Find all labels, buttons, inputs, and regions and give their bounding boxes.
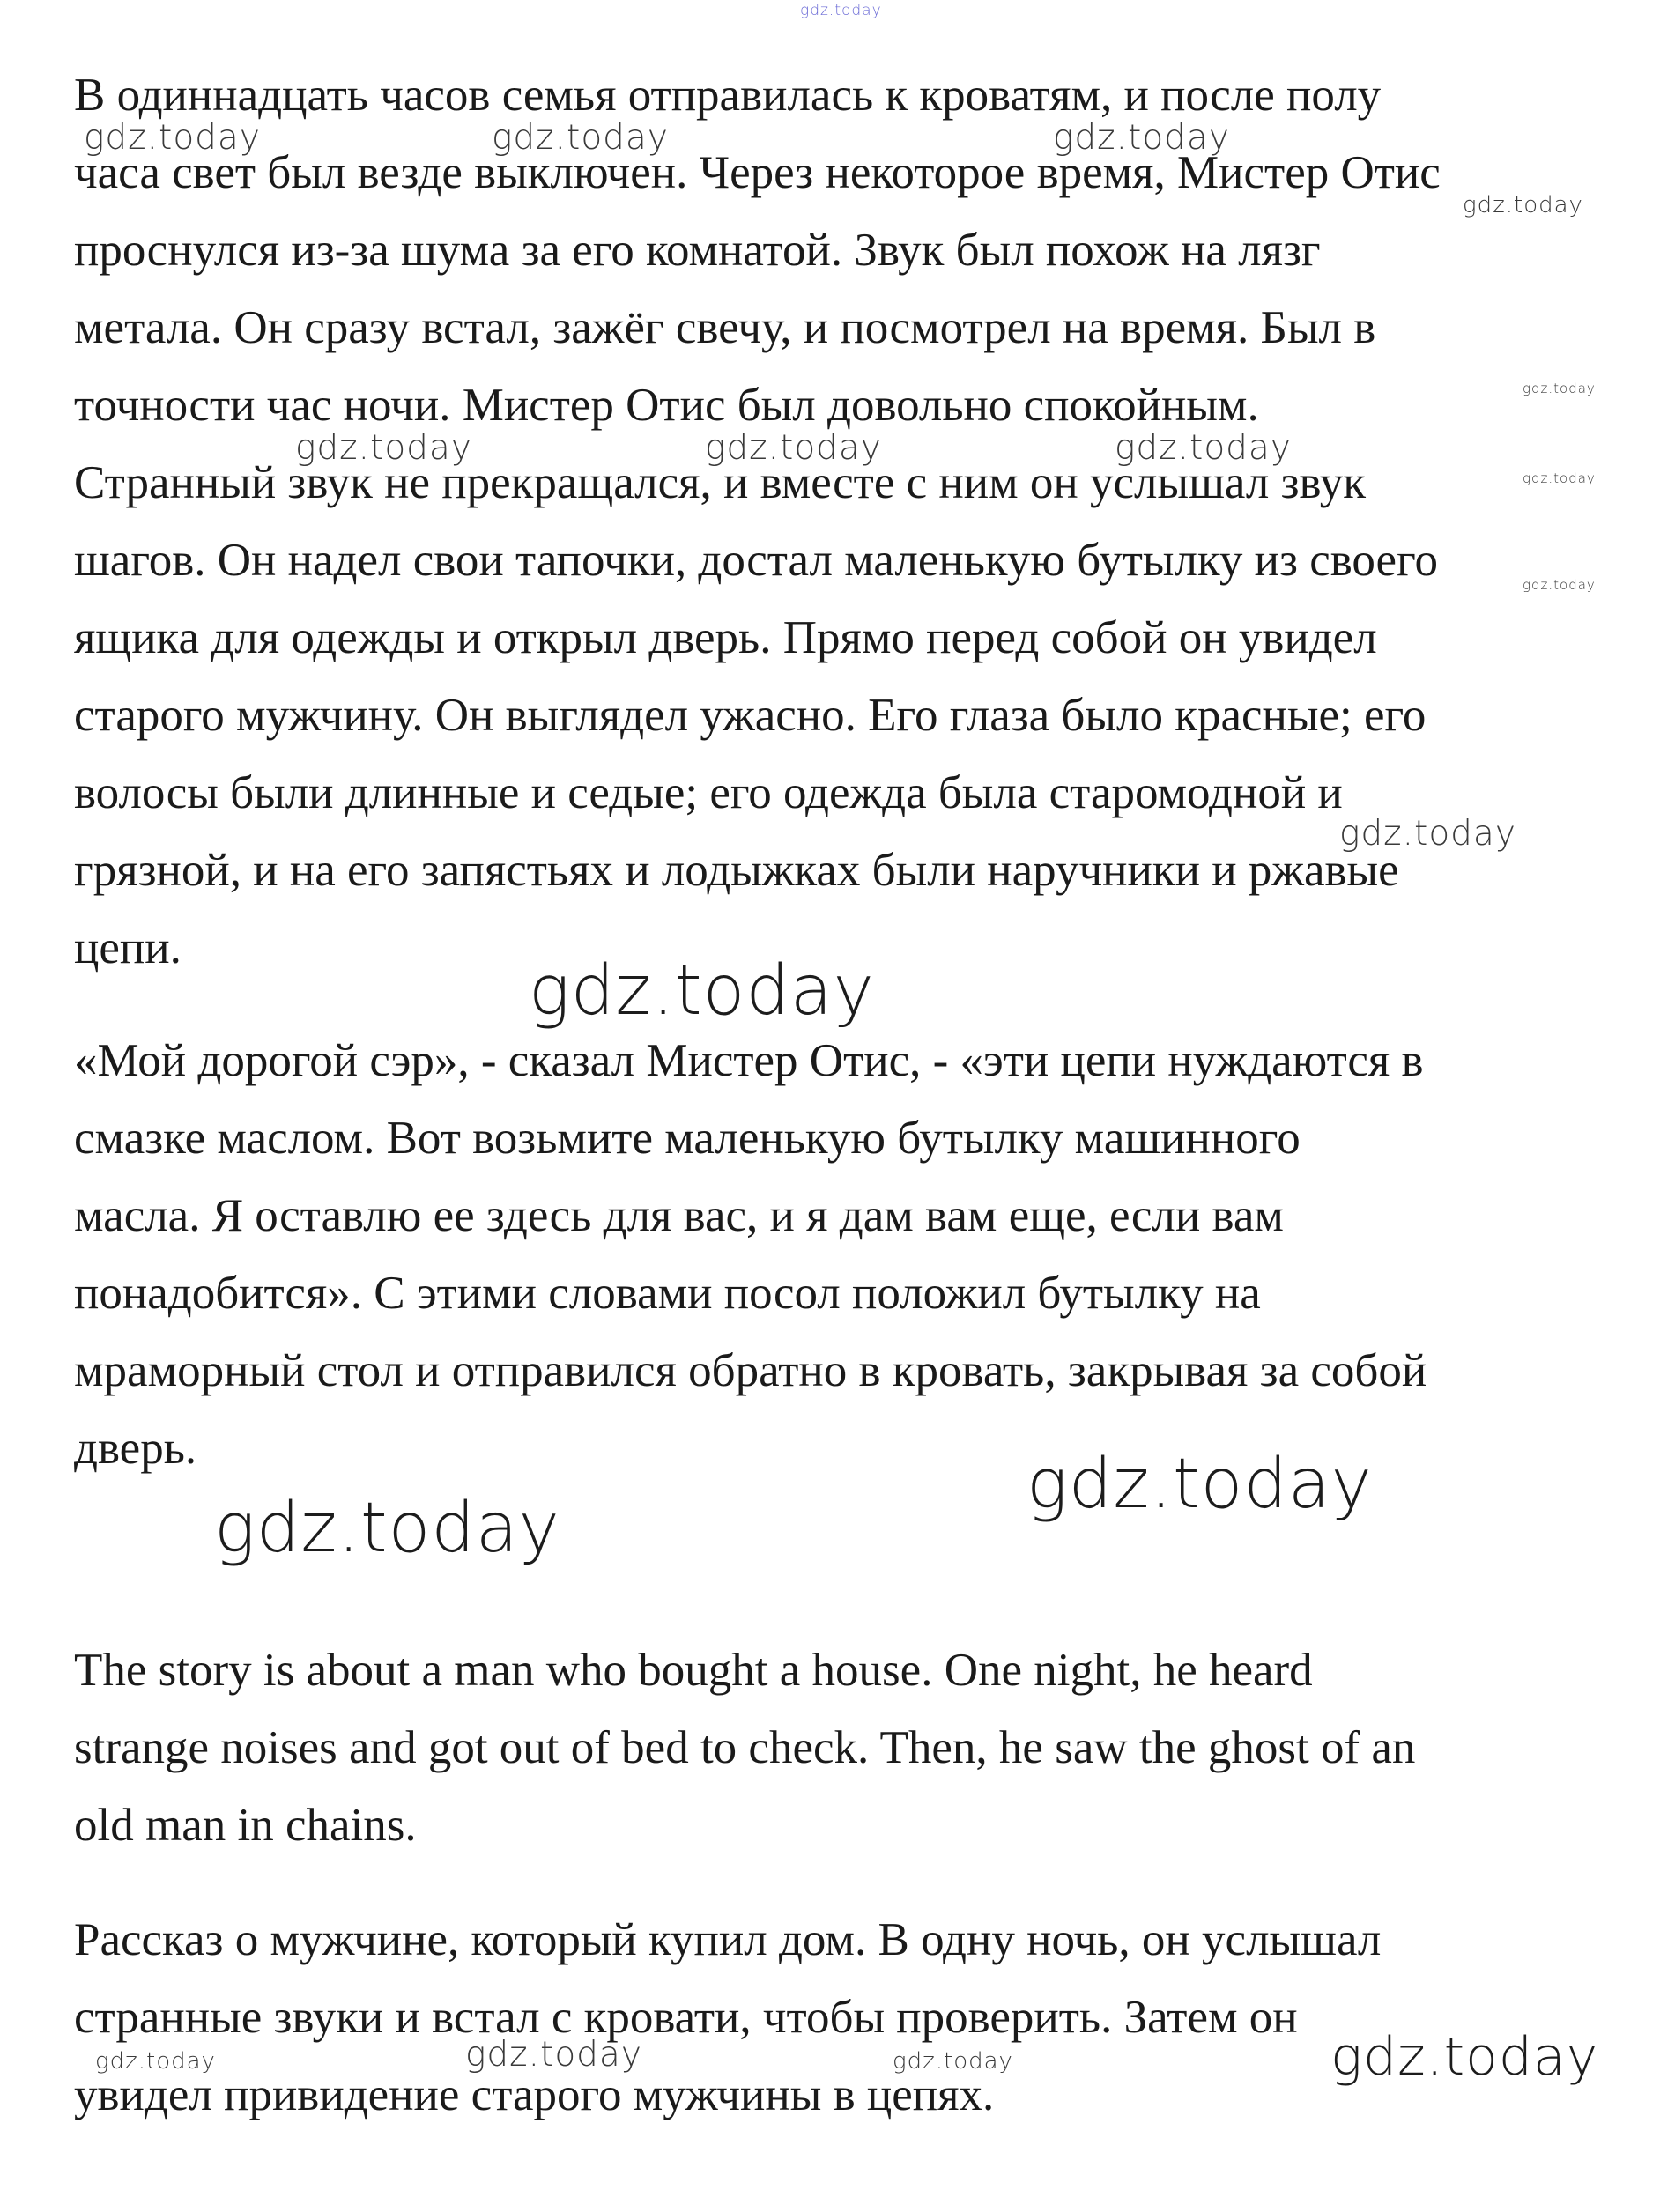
text-line: старого мужчину. Он выглядел ужасно. Его глаза было красные; его — [74, 690, 1427, 741]
text-line: В одиннадцать часов семья отправилась к кроватям, и после полу — [74, 70, 1382, 121]
text-line: смазке маслом. Вот возьмите маленькую бутылку машинного — [74, 1113, 1301, 1164]
watermark: gdz.today — [214, 1489, 560, 1568]
text-line: Рассказ о мужчине, который купил дом. В одну ночь, он услышал — [74, 1914, 1382, 1965]
text-line: цепи. — [74, 922, 182, 973]
text-line: Странный звук не прекращался, и вместе с ним он услышал звук — [74, 457, 1366, 508]
watermark: gdz.today — [1523, 577, 1596, 593]
text-line: ящика для одежды и открыл дверь. Прямо перед собой он увидел — [74, 612, 1377, 663]
watermark: gdz.today — [1053, 118, 1230, 158]
text-line: грязной, и на его запястьях и лодыжках были наручники и ржавые — [74, 845, 1399, 896]
text-line: масла. Я оставлю ее здесь для вас, и я дам вам еще, если вам — [74, 1190, 1284, 1241]
paragraph-dialogue — [74, 1022, 1607, 1487]
watermark: gdz.today — [1523, 381, 1596, 396]
paragraph-english-summary — [74, 1631, 1607, 1864]
watermark: gdz.today — [1463, 192, 1583, 218]
watermark: gdz.today — [800, 2, 882, 19]
text-line: «Мой дорогой сэр», - сказал Мистер Отис, - «эти цепи нуждаются в — [74, 1035, 1424, 1086]
text-line: old man in chains. — [74, 1800, 417, 1851]
text-line: мраморный стол и отправился обратно в кровать, закрывая за собой — [74, 1345, 1427, 1396]
paragraph-russian-summary — [74, 1901, 1607, 2134]
text-line: увидел привидение старого мужчины в цепях. — [74, 2069, 995, 2120]
watermark: gdz.today — [529, 951, 875, 1031]
watermark: gdz.today — [1523, 470, 1596, 486]
watermark: gdz.today — [95, 2048, 216, 2075]
text-line: волосы были длинные и седые; его одежда была старомодной и — [74, 767, 1343, 818]
watermark: gdz.today — [492, 118, 669, 158]
watermark: gdz.today — [1115, 428, 1292, 468]
text-line: метала. Он сразу встал, зажёг свечу, и посмотрел на время. Был в — [74, 302, 1376, 353]
text-line: дверь. — [74, 1423, 197, 1474]
text-line: понадобится». С этими словами посол положил бутылку на — [74, 1268, 1261, 1319]
watermark: gdz.today — [1339, 814, 1516, 854]
watermark: gdz.today — [1330, 2026, 1599, 2088]
text-line: The story is about a man who bought a house. One night, he heard — [74, 1645, 1313, 1696]
text-line: точности час ночи. Мистер Отис был довольно спокойным. — [74, 380, 1259, 431]
text-line: strange noises and got out of bed to check. Then, he saw the ghost of an — [74, 1722, 1416, 1773]
text-line: часа свет был везде выключен. Через некоторое время, Мистер Отис — [74, 147, 1441, 198]
text-line: странные звуки и встал с кровати, чтобы проверить. Затем он — [74, 1992, 1298, 2043]
watermark: gdz.today — [465, 2035, 642, 2075]
watermark: gdz.today — [1026, 1445, 1373, 1524]
watermark: gdz.today — [893, 2048, 1013, 2075]
text-line: шагов. Он надел свои тапочки, достал маленькую бутылку из своего — [74, 535, 1438, 586]
text-line: проснулся из-за шума за его комнатой. Звук был похож на лязг — [74, 225, 1321, 276]
watermark: gdz.today — [705, 428, 882, 468]
watermark: gdz.today — [295, 428, 472, 468]
watermark: gdz.today — [84, 118, 261, 158]
